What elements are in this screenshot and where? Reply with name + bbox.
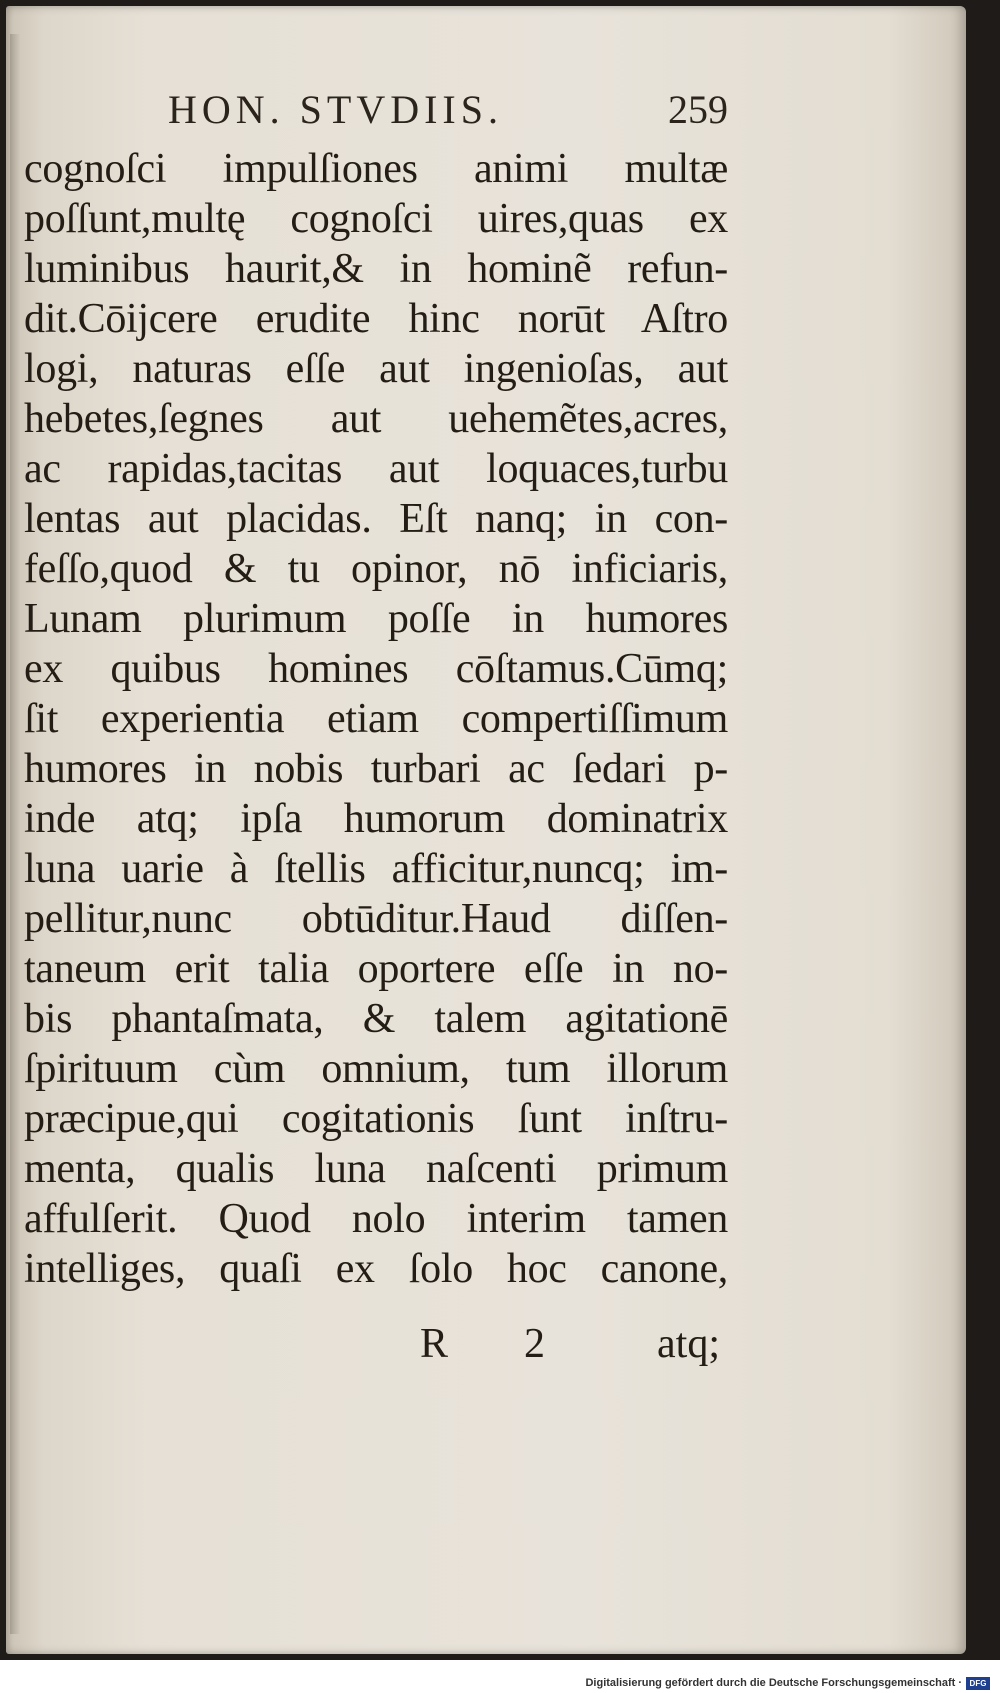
text-line: humores in nobis turbari ac ſedari p- — [24, 746, 728, 792]
signature-number: 2 — [524, 1321, 545, 1367]
page-footer — [420, 1320, 720, 1380]
text-line: præcipue,qui cogitationis ſunt inſtru- — [24, 1096, 728, 1142]
text-line: luna uarie à ſtellis afficitur,nuncq; im- — [24, 846, 728, 892]
page-header — [168, 86, 728, 146]
dfg-logo-icon: DFG — [966, 1677, 990, 1690]
text-line: cognoſci impulſiones animi multæ — [24, 146, 728, 192]
text-line: bis phantaſmata, & talem agitationē — [24, 996, 728, 1042]
text-line: hebetes,ſegnes aut uehemẽtes,acres, — [24, 396, 728, 442]
text-line: ſpirituum cùm omnium, tum illorum — [24, 1046, 728, 1092]
text-line: dit.Cōijcere erudite hinc norūt Aſtro — [24, 296, 728, 342]
credit-bar — [0, 1676, 1000, 1693]
text-line: Lunam plurimum poſſe in humores — [24, 596, 728, 642]
credit-text: Digitalisierung gefördert durch die Deutsche Forschungsgemeinschaft · — [585, 1677, 962, 1689]
text-line: ac rapidas,tacitas aut loquaces,turbu — [24, 446, 728, 492]
text-line: luminibus haurit,& in hominẽ refun- — [24, 246, 728, 292]
body-text — [24, 144, 728, 1294]
running-head: HON. STVDIIS. — [168, 87, 503, 132]
signature-letter: R — [420, 1321, 449, 1367]
text-line: affulſerit. Quod nolo interim tamen — [24, 1196, 728, 1242]
text-line: pellitur,nunc obtūditur.Haud diſſen- — [24, 896, 728, 942]
text-line: intelliges, quaſi ex ſolo hoc canone, — [24, 1246, 728, 1292]
catchword: atq; — [657, 1321, 720, 1367]
text-line: feſſo,quod & tu opinor, nō inficiaris, — [24, 546, 728, 592]
page-number: 259 — [668, 87, 728, 132]
text-line: logi, naturas eſſe aut ingenioſas, aut — [24, 346, 728, 392]
text-line: ſit experientia etiam compertiſſimum — [24, 696, 728, 742]
text-line: ex quibus homines cōſtamus.Cūmq; — [24, 646, 728, 692]
text-line: lentas aut placidas. Eſt nanq; in con- — [24, 496, 728, 542]
page-gutter-edge — [10, 34, 20, 1634]
text-line: taneum erit talia oportere eſſe in no- — [24, 946, 728, 992]
text-line: inde atq; ipſa humorum dominatrix — [24, 796, 728, 842]
text-line: poſſunt,multę cognoſci uires,quas ex — [24, 196, 728, 242]
text-line: menta, qualis luna naſcenti primum — [24, 1146, 728, 1192]
